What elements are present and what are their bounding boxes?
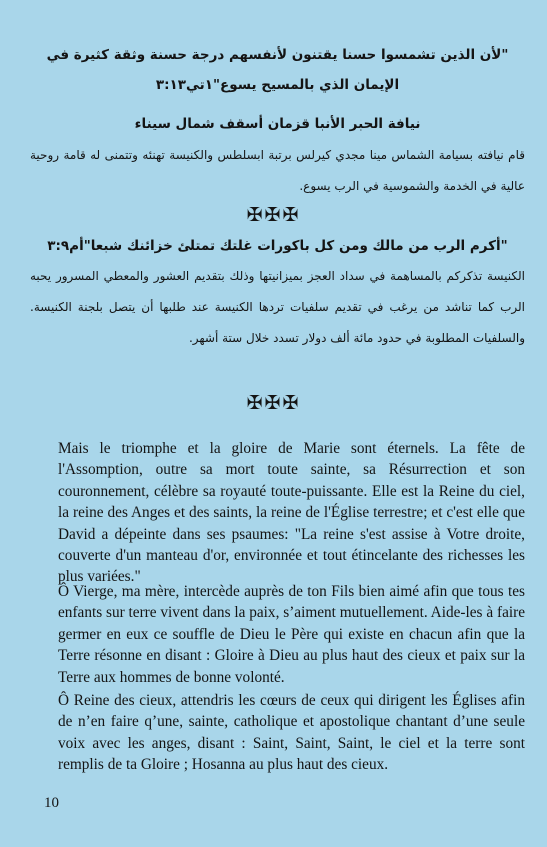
ordination-announcement: قام نيافته بسيامة الشماس مينا مجدي كيرلس برتبة ابسلطس والكنيسة تهنئه وتتمنى له قامة روحية عالية في الخدمة والشموسية في الرب يسوع.	[30, 148, 525, 193]
bishop-title: نيافة الحبر الأنبا قزمان أسقف شمال سيناء	[134, 116, 421, 132]
church-appeal: الكنيسة تذكركم بالمساهمة في سداد العجز بميزانيتها وذلك بتقديم العشور والمعطي المسرور يحبه الرب كما تناشد من يرغب في تقديم سلفيات تردها الكنيسة عند طلبها أن يتصل بلجنة الكنيسة. والسلفيات المطلوبة في حدود مائة ألف دولار تسدد خلال ستة أشهر.	[30, 269, 525, 345]
french-paragraph-prayer-virgin: Ô Vierge, ma mère, intercède auprès de ton Fils bien aimé afin que tous tes enfants sur terre vivent dans la paix, s’aiment mutuellement. Aide-les à faire germer en eux ce souffle de Dieu le Père qui existe en chacun afin que la Terre résonne en disant : Gloire à Dieu au plus haut des cieux et paix sur la Terre aux hommes de bonne volonté.	[58, 583, 525, 686]
cross-divider-1: ✠✠✠	[246, 204, 301, 226]
verse-timothy: "لأن الذين تشمسوا حسنا يقتنون لأنفسهم درجة حسنة وثقة كثيرة في الإيمان الذي بالمسيح يسوع"١تي٣:١٣	[46, 47, 509, 93]
page-number: 10	[44, 795, 59, 811]
cross-divider-2: ✠✠✠	[246, 392, 301, 414]
french-paragraph-assumption: Mais le triomphe et la gloire de Marie sont éternels. La fête de l'Assomption, outre sa mort toute sainte, sa Résurrection et son couronnement, célèbre sa royauté toute-puissante. Elle est la Reine du ciel, la reine des Anges et des saints, la reine de l'Église terrestre; et c'est elle que David a dépeinte dans ses psaumes: "La reine s'est assise à Votre droite, couverte d'un manteau d'or, environnée et tout étincelante des richesses les plus variées."	[58, 440, 525, 586]
french-paragraph-prayer-queen: Ô Reine des cieux, attendris les cœurs de ceux qui dirigent les Églises afin de n’en faire q’une, sainte, catholique et apostolique chantant d’une seule voix avec les anges, disant : Saint, Saint, Saint, le ciel et la terre sont remplis de ta Gloire ; Hosanna au plus haut des cieux.	[58, 692, 525, 774]
verse-proverbs: "أكرم الرب من مالك ومن كل باكورات غلتك تمتلئ خزائنك شبعا"أم٣:٩	[47, 238, 508, 254]
